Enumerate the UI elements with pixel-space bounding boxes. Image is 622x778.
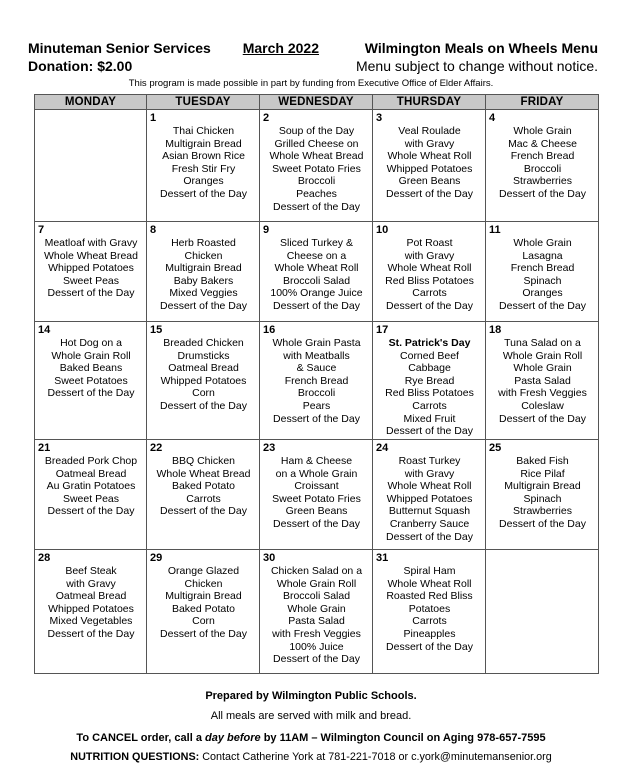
meal-item: Spinach [523, 274, 562, 287]
day-cell [373, 110, 486, 222]
meal-items [150, 237, 257, 313]
meal-item: Dessert of the Day [47, 387, 135, 400]
day-cell [260, 550, 373, 674]
meal-items [38, 337, 144, 400]
meal-item: 100% Juice [289, 640, 344, 653]
meal-item: Cabbage [408, 362, 451, 375]
meal-item: 100% Orange Juice [270, 287, 363, 300]
day-number: 14 [38, 324, 51, 336]
served-with-note: All meals are served with milk and bread. [210, 710, 412, 722]
day-cell [35, 222, 147, 322]
cancel-text-a: To CANCEL order, call a [76, 732, 205, 744]
meal-item: Chicken Salad on a [270, 565, 363, 577]
meal-items [38, 455, 144, 518]
meal-item: Dessert of the Day [499, 299, 586, 312]
meal-item: Whipped Potatoes [386, 162, 473, 175]
day-cell [147, 322, 260, 440]
meal-item: Oatmeal Bread [55, 467, 127, 480]
meal-item: Whole Wheat Roll [274, 262, 359, 275]
meal-item: Whole Grain [513, 362, 572, 375]
meal-item: Baked Beans [59, 362, 123, 375]
meal-item: Dessert of the Day [47, 505, 135, 518]
day-cell [373, 440, 486, 550]
meal-item: with Gravy [404, 249, 455, 262]
meal-item: Carrots [412, 287, 447, 300]
meal-item: Whole Grain Roll [276, 577, 357, 590]
meal-item: Butternut Squash [388, 505, 471, 518]
meal-item: Veal Roulade [398, 125, 461, 137]
day-number: 1 [150, 112, 157, 124]
meal-items [263, 125, 370, 213]
day-header-thursday: THURSDAY [373, 95, 486, 110]
day-header-tuesday: TUESDAY [147, 95, 260, 110]
menu-header [28, 40, 598, 74]
meal-item: Chicken [184, 577, 223, 590]
day-cell [486, 440, 599, 550]
meal-item: Broccoli Salad [282, 274, 351, 287]
meal-item: Whole Wheat Bread [156, 467, 251, 480]
meal-item: Sliced Turkey & [280, 237, 353, 249]
meal-item: French Bread [510, 262, 575, 275]
meal-item: with Fresh Veggies [498, 387, 587, 400]
meal-item: Oatmeal Bread [55, 590, 127, 603]
day-cell [147, 222, 260, 322]
day-number: 3 [376, 112, 383, 124]
meal-item: Roast Turkey [398, 455, 461, 467]
meal-item: Hot Dog on a [60, 337, 122, 349]
nutrition-label: NUTRITION QUESTIONS: [70, 751, 200, 763]
meal-item: Oatmeal Bread [168, 362, 239, 375]
week-row [35, 550, 599, 674]
meal-item: Whole Wheat Roll [387, 577, 472, 590]
meal-item: Carrots [186, 492, 221, 505]
meal-item: Dessert of the Day [160, 505, 247, 518]
meal-items [489, 337, 596, 425]
prepared-by: Prepared by Wilmington Public Schools. [205, 690, 417, 702]
cancel-emphasis: day before [205, 732, 261, 744]
meal-item: Dessert of the Day [273, 517, 360, 530]
meal-item: Baked Potato [171, 602, 236, 615]
meal-item: Cranberry Sauce [389, 517, 470, 530]
meal-item: & Sauce [296, 362, 337, 375]
menu-month: March 2022 [242, 40, 320, 56]
funding-note: This program is made possible in part by funding from Executive Office of Elder Affairs. [128, 78, 494, 89]
meal-items [376, 237, 483, 313]
meal-item: Whole Grain [513, 125, 572, 137]
meal-item: Multigrain Bread [504, 480, 581, 493]
meal-item: Whipped Potatoes [48, 262, 134, 275]
meal-item: Sweet Peas [62, 274, 120, 287]
meal-item: BBQ Chicken [171, 455, 236, 467]
meal-item: Pasta Salad [288, 615, 345, 628]
meal-item: Dessert of the Day [386, 530, 473, 543]
meal-items [489, 237, 596, 313]
day-cell [147, 440, 260, 550]
meal-item: Dessert of the Day [160, 399, 247, 412]
meal-item: Rice Pilaf [520, 467, 565, 480]
meal-item: Whole Wheat Roll [387, 480, 472, 493]
meal-item: Oranges [522, 287, 563, 300]
empty-day-cell [35, 110, 147, 222]
meal-item: French Bread [284, 374, 349, 387]
meal-item: Spinach [523, 492, 562, 505]
meal-item: Dessert of the Day [386, 187, 473, 200]
meal-item: Green Beans [398, 175, 461, 188]
header-row-1 [28, 40, 598, 56]
meal-items [263, 565, 370, 666]
meal-item: Mac & Cheese [508, 137, 577, 150]
meal-item: Breaded Chicken [163, 337, 244, 349]
meal-item: on a Whole Grain [275, 467, 358, 480]
day-number: 10 [376, 224, 389, 236]
meal-item: Dessert of the Day [386, 640, 473, 653]
meal-items [263, 237, 370, 313]
meal-item: Dessert of the Day [160, 627, 247, 640]
meal-items [489, 125, 596, 201]
week-row [35, 440, 599, 550]
meal-item: Rye Bread [404, 374, 455, 387]
meal-item: Whole Grain Pasta [272, 337, 361, 349]
meal-item: Sweet Potatoes [54, 374, 128, 387]
meal-item: Dessert of the Day [273, 412, 360, 425]
day-number [38, 112, 144, 125]
day-cell [486, 110, 599, 222]
meal-item: Meatloaf with Gravy [44, 237, 138, 249]
day-number: 22 [150, 442, 163, 454]
meal-items [376, 125, 483, 201]
meal-item: Corn [192, 387, 215, 400]
day-number: 24 [376, 442, 389, 454]
nutrition-text: Contact Catherine York at 781-221-7018 or c.york@minutemansenior.org [199, 751, 552, 763]
meal-item: Red Bliss Potatoes [385, 274, 474, 287]
meal-item: Dessert of the Day [47, 627, 135, 640]
day-number: 31 [376, 552, 389, 564]
meal-item: Broccoli Salad [282, 590, 351, 603]
day-cell [147, 550, 260, 674]
meal-item: Broccoli [523, 162, 562, 175]
day-cell [260, 222, 373, 322]
meal-item: Carrots [412, 399, 447, 412]
day-number: 8 [150, 224, 157, 236]
meal-items [150, 125, 257, 201]
meal-item: Whole Grain Roll [51, 349, 131, 362]
meal-item: Carrots [412, 615, 447, 628]
meal-item: Whipped Potatoes [160, 374, 247, 387]
meal-item: Tuna Salad on a [504, 337, 581, 349]
meal-item: Dessert of the Day [273, 299, 360, 312]
meal-item: Mixed Fruit [403, 412, 456, 425]
meal-items [150, 565, 257, 641]
meal-item: Dessert of the Day [160, 187, 247, 200]
meal-item: Whipped Potatoes [48, 602, 134, 615]
header-row-2 [28, 58, 598, 74]
meal-item: with Gravy [404, 467, 455, 480]
meal-item: Oranges [183, 175, 224, 188]
meal-item: Cheese on a [286, 249, 347, 262]
day-header-monday: MONDAY [35, 95, 147, 110]
meal-item: Dessert of the Day [499, 412, 586, 425]
week-row [35, 322, 599, 440]
meal-items [150, 337, 257, 413]
day-number: 25 [489, 442, 502, 454]
meal-item: Roasted Red Bliss [386, 590, 473, 603]
meal-item: Soup of the Day [278, 125, 355, 137]
meal-item: Dessert of the Day [160, 299, 247, 312]
meal-items [38, 565, 144, 641]
meal-item: Pears [302, 399, 331, 412]
day-cell [260, 440, 373, 550]
meal-item: Lasagna [522, 249, 563, 262]
meal-items [263, 337, 370, 425]
empty-day-cell [486, 550, 599, 674]
meal-item: Dessert of the Day [273, 653, 360, 666]
day-cell [260, 110, 373, 222]
meal-item: Croissant [294, 480, 339, 493]
day-cell [35, 550, 147, 674]
meal-item: Dessert of the Day [386, 425, 473, 438]
meal-item: Whole Grain [287, 602, 346, 615]
meal-item: Whole Wheat Roll [387, 150, 472, 163]
meal-item: Potatoes [408, 602, 451, 615]
meal-item: Whole Grain [513, 237, 572, 249]
meal-item: Dessert of the Day [499, 187, 586, 200]
meal-item: Grilled Cheese on [274, 137, 359, 150]
calendar-body [35, 110, 599, 674]
cancel-instructions [0, 732, 622, 744]
meal-item: Whole Grain Roll [502, 349, 583, 362]
day-number: 11 [489, 224, 501, 236]
day-number: 16 [263, 324, 276, 336]
meal-items [376, 565, 483, 653]
day-header-wednesday: WEDNESDAY [260, 95, 373, 110]
day-cell [373, 222, 486, 322]
meal-item: Baked Fish [516, 455, 569, 467]
meal-item: Coleslaw [521, 399, 564, 412]
day-cell [373, 322, 486, 440]
meal-item: Dessert of the Day [47, 287, 135, 300]
meal-item: Herb Roasted [171, 237, 236, 249]
meal-item: Sweet Potato Fries [272, 162, 361, 175]
meal-item: Red Bliss Potatoes [385, 387, 474, 400]
cancel-text-b: by 11AM – Wilmington Council on Aging 978-657-7595 [260, 732, 546, 744]
day-number: 29 [150, 552, 163, 564]
meal-item: Chicken [184, 249, 223, 262]
meal-item: Dessert of the Day [499, 517, 586, 530]
menu-calendar [34, 94, 599, 674]
meal-item: Strawberries [513, 505, 572, 518]
day-number: 2 [263, 112, 270, 124]
day-cell [35, 322, 147, 440]
day-number: 15 [150, 324, 163, 336]
meal-item: Whole Wheat Bread [44, 249, 138, 262]
meal-item: Dessert of the Day [273, 200, 360, 213]
day-cell [486, 222, 599, 322]
meal-item: with Gravy [404, 137, 455, 150]
meal-item: Corn [192, 615, 215, 628]
meal-item: Dessert of the Day [386, 299, 473, 312]
meal-item: Sweet Potato Fries [272, 492, 361, 505]
day-cell [260, 322, 373, 440]
day-number [489, 552, 596, 565]
day-number: 4 [489, 112, 496, 124]
meal-item: Thai Chicken [172, 125, 235, 137]
meal-items [263, 455, 370, 531]
day-number: 30 [263, 552, 276, 564]
day-cell [486, 322, 599, 440]
day-number: 21 [38, 442, 51, 454]
meal-item: Asian Brown Rice [162, 150, 245, 163]
meal-item: Ham & Cheese [280, 455, 353, 467]
meal-item: Corned Beef [400, 349, 459, 362]
menu-title: Wilmington Meals on Wheels Menu [364, 40, 598, 56]
day-cell [35, 440, 147, 550]
meal-item: with Meatballs [283, 349, 350, 362]
week-row [35, 110, 599, 222]
meal-item: Breaded Pork Chop [44, 455, 138, 467]
meal-item: Baby Bakers [173, 274, 234, 287]
day-number: 17 [376, 324, 389, 336]
weekday-header-row [35, 95, 599, 110]
day-number: 23 [263, 442, 276, 454]
meal-item: Broccoli [297, 387, 336, 400]
meal-item: Mixed Veggies [169, 287, 238, 300]
meal-item: Drumsticks [177, 349, 230, 362]
day-cell [147, 110, 260, 222]
meal-items [150, 455, 257, 518]
meal-item: Orange Glazed [167, 565, 240, 577]
meal-item: Broccoli [297, 175, 336, 188]
day-number: 7 [38, 224, 45, 236]
meal-item: Green Beans [285, 505, 348, 518]
meal-item: Fresh Stir Fry [171, 162, 236, 175]
meal-item: Pineapples [403, 627, 456, 640]
day-header-friday: FRIDAY [486, 95, 599, 110]
meal-item: Baked Potato [171, 480, 236, 493]
meal-item: Strawberries [513, 175, 572, 188]
meal-item: Multigrain Bread [165, 262, 242, 275]
day-number: 28 [38, 552, 51, 564]
meal-item: Pasta Salad [514, 374, 571, 387]
meal-item: Whole Wheat Bread [269, 150, 364, 163]
meal-items [376, 455, 483, 543]
meal-items [376, 337, 483, 438]
day-number: 9 [263, 224, 270, 236]
meal-item: Multigrain Bread [165, 137, 242, 150]
nutrition-contact [0, 751, 622, 763]
week-row [35, 222, 599, 322]
organization-name: Minuteman Senior Services [28, 40, 211, 56]
meal-item: Whipped Potatoes [386, 492, 473, 505]
meal-item: Pot Roast [406, 237, 453, 249]
day-number: 18 [489, 324, 502, 336]
meal-item: Au Gratin Potatoes [46, 480, 136, 493]
meal-item: Sweet Peas [62, 492, 120, 505]
meal-item: Peaches [296, 187, 337, 200]
meal-items [38, 237, 144, 300]
meal-item: French Bread [510, 150, 575, 163]
meal-item: with Fresh Veggies [272, 627, 361, 640]
meal-items [489, 455, 596, 531]
meal-item: Beef Steak [65, 565, 117, 577]
meal-item: Spiral Ham [403, 565, 456, 577]
change-notice: Menu subject to change without notice. [355, 58, 598, 74]
meal-item: Whole Wheat Roll [387, 262, 472, 275]
donation-amount: Donation: $2.00 [28, 58, 133, 74]
special-day-label: St. Patrick's Day [388, 337, 471, 349]
day-cell [373, 550, 486, 674]
meal-item: Mixed Vegetables [49, 615, 133, 628]
meal-item: with Gravy [66, 577, 116, 590]
meal-item: Multigrain Bread [165, 590, 242, 603]
